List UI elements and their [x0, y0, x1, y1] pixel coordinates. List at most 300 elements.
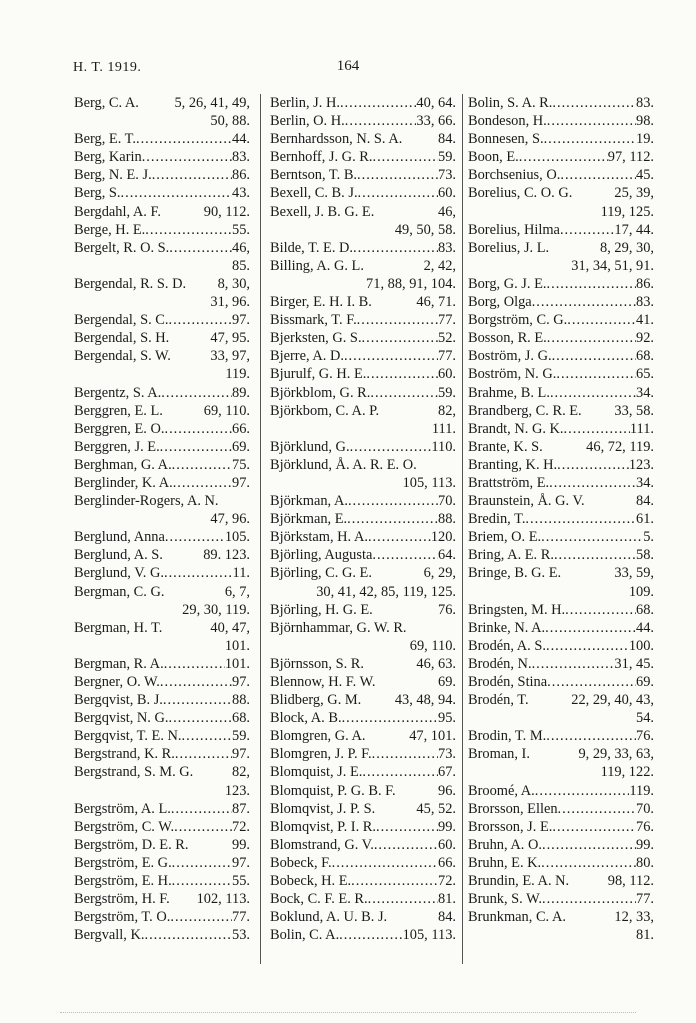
- index-entry: [468, 148, 654, 166]
- entry-name: Boström, N. G.: [468, 366, 557, 383]
- index-entry: [468, 854, 654, 872]
- entry-pages-continued: 119.: [225, 366, 250, 383]
- index-entry: [270, 528, 456, 546]
- leader-dots: [567, 311, 636, 329]
- index-entry: [468, 130, 654, 148]
- entry-pages-continued: 105, 113.: [402, 474, 456, 491]
- leader-dots: [121, 184, 232, 202]
- entry-name: Bexell, J. B. G. E.: [270, 203, 375, 220]
- entry-pages: 2, 42,: [423, 257, 456, 274]
- entry-pages: 34.: [636, 474, 654, 491]
- index-entry: [74, 148, 250, 166]
- entry-pages: 59.: [438, 384, 456, 401]
- entry-pages: 72.: [438, 873, 456, 890]
- entry-pages: 111.: [629, 420, 654, 437]
- leader-dots: [376, 818, 438, 836]
- leader-dots: [152, 166, 232, 184]
- index-entry: [270, 782, 456, 800]
- leader-dots: [168, 709, 232, 727]
- entry-pages: 102, 113.: [196, 891, 250, 908]
- entry-pages: 44.: [232, 131, 250, 148]
- entry-pages: 40, 64.: [416, 95, 456, 111]
- entry-name: Björling, C. G. E.: [270, 565, 372, 582]
- entry-pages: 83.: [636, 294, 654, 311]
- entry-pages: 5.: [643, 529, 654, 546]
- entry-name: Blomgren, J. P. F.: [270, 746, 372, 763]
- entry-name: Brinke, N. A.: [468, 619, 546, 636]
- entry-pages: 86.: [636, 275, 654, 292]
- entry-name: Blennow, H. F. W.: [270, 674, 376, 690]
- entry-name: Birger, E. H. I. B.: [270, 294, 372, 311]
- entry-pages: 76.: [438, 601, 456, 618]
- entry-pages: 80.: [636, 854, 654, 871]
- entry-name: Bergström, E. G.: [74, 854, 172, 871]
- leader-dots: [339, 926, 402, 944]
- entry-pages: 69.: [636, 674, 654, 690]
- index-column-2: [270, 94, 456, 944]
- entry-name: Bexell, C. B. J.: [270, 185, 358, 202]
- entry-name: Björklund, Å. A. R. E. O.: [270, 456, 417, 473]
- index-entry: [468, 800, 654, 818]
- entry-name: Bock, C. F. E. R.: [270, 891, 368, 908]
- leader-dots: [340, 94, 416, 112]
- entry-pages: 100.: [628, 637, 654, 654]
- leader-dots: [160, 438, 232, 456]
- entry-pages: 83.: [232, 149, 250, 166]
- entry-pages: 46, 71.: [416, 294, 456, 311]
- leader-dots: [547, 673, 636, 691]
- entry-pages: 84.: [636, 493, 654, 510]
- entry-name: Bondeson, H.: [468, 113, 547, 130]
- index-entry: [468, 745, 654, 781]
- entry-name: Bergendal, S. H.: [74, 330, 170, 347]
- entry-name: Björnsson, S. R.: [270, 655, 364, 672]
- entry-name: Berg, Karin: [74, 149, 142, 166]
- index-entry: [270, 872, 456, 890]
- index-entry: [270, 293, 456, 311]
- leader-dots: [525, 510, 636, 528]
- entry-name: Bergelt, R. O. S.: [74, 239, 170, 256]
- entry-name: Berntson, T. B.: [270, 167, 358, 184]
- index-entry: [74, 402, 250, 420]
- leader-dots: [145, 221, 232, 239]
- index-entry: [468, 528, 654, 546]
- entry-name: Bjurulf, G. H. E.: [270, 366, 367, 383]
- entry-name: Bergman, C. G.: [74, 583, 165, 600]
- index-entry: [270, 890, 456, 908]
- entry-pages: 70.: [636, 800, 654, 817]
- entry-name: Berge, H. E.: [74, 221, 146, 238]
- entry-pages: 61.: [636, 511, 654, 528]
- index-entry: [270, 166, 456, 184]
- leader-dots: [160, 673, 232, 691]
- index-entry: [74, 221, 250, 239]
- index-entry: [270, 745, 456, 763]
- entry-name: Bobeck, H. E.: [270, 873, 352, 890]
- entry-pages-continued: 119, 125.: [600, 203, 654, 220]
- leader-dots: [164, 564, 233, 582]
- entry-name: Berg, E. T.: [74, 131, 136, 148]
- index-entry: [468, 510, 654, 528]
- index-entry: [270, 257, 456, 293]
- entry-pages: 120.: [430, 529, 456, 546]
- page-header: [0, 60, 696, 82]
- leader-dots: [174, 818, 232, 836]
- page-number: 164: [336, 58, 360, 74]
- index-entry: [468, 474, 654, 492]
- index-entry: [270, 908, 456, 926]
- index-entry: [468, 655, 654, 673]
- entry-pages-continued: 123.: [224, 782, 250, 799]
- entry-pages: 72.: [232, 818, 250, 835]
- entry-pages: 66.: [438, 854, 456, 871]
- index-entry: [74, 420, 250, 438]
- index-entry: [468, 601, 654, 619]
- leader-dots: [172, 456, 232, 474]
- entry-pages: 33, 59,: [614, 565, 654, 582]
- index-entry: [74, 908, 250, 926]
- entry-pages: 65.: [636, 366, 654, 383]
- entry-pages: 97, 112.: [607, 149, 654, 166]
- index-entry: [468, 619, 654, 637]
- entry-pages: 43.: [232, 185, 250, 202]
- leader-dots: [541, 854, 636, 872]
- column-divider: [462, 94, 463, 964]
- entry-pages-continued: 71, 88, 91, 104.: [366, 275, 456, 292]
- index-entry: [468, 184, 654, 220]
- leader-dots: [372, 148, 438, 166]
- entry-pages: 8, 29, 30,: [600, 239, 654, 256]
- entry-pages: 76.: [636, 818, 654, 835]
- entry-name: Brunkman, C. A.: [468, 909, 566, 926]
- leader-dots: [358, 184, 438, 202]
- entry-name: Bilde, T. E. D.: [270, 239, 354, 256]
- index-entry: [74, 384, 250, 402]
- entry-pages: 12, 33,: [614, 909, 654, 926]
- index-entry: [468, 438, 654, 456]
- entry-name: Bergman, H. T.: [74, 619, 163, 636]
- index-entry: [74, 691, 250, 709]
- entry-pages: 110.: [431, 438, 456, 455]
- leader-dots: [164, 420, 232, 438]
- entry-pages-continued: 30, 41, 42, 85, 119, 125.: [316, 583, 456, 600]
- leader-dots: [182, 727, 232, 745]
- index-entry: [74, 745, 250, 763]
- index-entry: [74, 583, 250, 619]
- entry-pages: 58.: [636, 547, 654, 564]
- leader-dots: [549, 474, 636, 492]
- entry-name: Berglinder-Rogers, A. N.: [74, 493, 219, 510]
- entry-pages: 83.: [438, 239, 456, 256]
- index-entry: [270, 673, 456, 691]
- leader-dots: [366, 365, 438, 383]
- entry-pages: 89.: [232, 384, 250, 401]
- index-entry: [270, 854, 456, 872]
- leader-dots: [170, 908, 232, 926]
- entry-name: Bernhardsson, N. S. A.: [270, 131, 403, 148]
- leader-dots: [560, 166, 636, 184]
- entry-name: Berg, N. E. J.: [74, 167, 152, 184]
- index-entry: [74, 347, 250, 383]
- entry-name: Berglund, A. S.: [74, 547, 163, 564]
- entry-name: Boon, E.: [468, 149, 519, 166]
- entry-pages: 9, 29, 33, 63,: [578, 746, 654, 763]
- entry-name: Bergström, A. L.: [74, 800, 171, 817]
- entry-name: Bringsten, M. H.: [468, 601, 566, 618]
- leader-dots: [144, 926, 232, 944]
- entry-pages: 55.: [232, 873, 250, 890]
- entry-name: Björkstam, H. A.: [270, 529, 368, 546]
- index-entry: [74, 619, 250, 655]
- entry-pages: 11.: [232, 565, 250, 582]
- entry-pages: 33, 66.: [416, 113, 456, 130]
- entry-name: Berggren, E. O.: [74, 420, 165, 437]
- leader-dots: [165, 528, 225, 546]
- entry-name: Borgström, C. G.: [468, 312, 568, 329]
- running-head: H. T. 1919.: [73, 60, 142, 75]
- entry-name: Borg, G. J. E.: [468, 275, 547, 292]
- index-entry: [270, 402, 456, 438]
- index-entry: [270, 329, 456, 347]
- index-entry: [270, 691, 456, 709]
- leader-dots: [558, 800, 636, 818]
- entry-pages-continued: 50, 88.: [210, 113, 250, 130]
- entry-pages-continued: 81.: [636, 927, 654, 944]
- page-bottom-edge: [60, 1012, 636, 1013]
- index-entry: [468, 239, 654, 275]
- entry-name: Blidberg, G. M.: [270, 692, 362, 709]
- index-entry: [74, 492, 250, 528]
- leader-dots: [546, 637, 629, 655]
- entry-name: Bredin, T.: [468, 511, 526, 528]
- entry-pages: 89. 123.: [203, 547, 250, 564]
- leader-dots: [547, 112, 636, 130]
- index-entry: [74, 184, 250, 202]
- index-entry: [468, 673, 654, 691]
- index-entry: [74, 872, 250, 890]
- entry-name: Brorsson, Ellen: [468, 800, 558, 817]
- entry-name: Bergström, D. E. R.: [74, 836, 189, 853]
- entry-pages: 22, 29, 40, 43,: [571, 692, 654, 709]
- entry-pages: 59.: [438, 149, 456, 166]
- entry-pages: 47, 95.: [210, 330, 250, 347]
- entry-pages: 77.: [438, 312, 456, 329]
- leader-dots: [344, 347, 438, 365]
- entry-pages: 25, 39,: [614, 185, 654, 202]
- entry-name: Brodén, Stina: [468, 674, 548, 690]
- index-entry: [270, 655, 456, 673]
- entry-pages: 34.: [636, 384, 654, 401]
- index-entry: [270, 510, 456, 528]
- index-entry: [468, 546, 654, 564]
- leader-dots: [552, 818, 636, 836]
- entry-name: Bjerre, A. D.: [270, 348, 344, 365]
- index-entry: [468, 275, 654, 293]
- entry-name: Bosson, R. E.: [468, 330, 547, 347]
- index-entry: [270, 438, 456, 456]
- entry-name: Brodén, N.: [468, 655, 532, 672]
- index-entry: [468, 492, 654, 510]
- entry-pages: 90, 112.: [203, 203, 250, 220]
- entry-pages-continued: 29, 30, 119.: [182, 601, 250, 618]
- index-entry: [74, 130, 250, 148]
- entry-name: Bernhoff, J. G. R.: [270, 149, 373, 166]
- leader-dots: [342, 709, 438, 727]
- entry-pages: 47, 101.: [409, 728, 456, 745]
- entry-name: Bergqvist, B. J.: [74, 692, 163, 709]
- index-entry: [270, 800, 456, 818]
- entry-name: Brorsson, J. E.: [468, 818, 553, 835]
- entry-pages-continued: 85.: [232, 257, 250, 274]
- index-entry: [74, 854, 250, 872]
- entry-pages: 99.: [438, 818, 456, 835]
- entry-name: Brante, K. S.: [468, 438, 543, 455]
- entry-name: Berggren, E. L.: [74, 402, 163, 419]
- entry-name: Bruhn, A. O.: [468, 836, 542, 853]
- index-entry: [468, 329, 654, 347]
- entry-pages: 69, 110.: [203, 402, 250, 419]
- index-entry: [74, 94, 250, 130]
- index-entry: [468, 166, 654, 184]
- entry-pages: 84.: [438, 909, 456, 926]
- entry-pages: 6, 7,: [224, 583, 250, 600]
- leader-dots: [345, 112, 417, 130]
- entry-name: Brandberg, C. R. E.: [468, 402, 582, 419]
- entry-pages: 33, 58.: [614, 402, 654, 419]
- index-entry: [74, 546, 250, 564]
- entry-name: Brodin, T. M.: [468, 728, 547, 745]
- entry-name: Bergentz, S. A.: [74, 384, 162, 401]
- entry-pages: 97.: [232, 746, 250, 763]
- leader-dots: [547, 275, 637, 293]
- entry-pages-continued: 31, 96.: [210, 294, 250, 311]
- entry-pages: 105, 113.: [402, 927, 456, 944]
- leader-dots: [142, 148, 232, 166]
- entry-pages: 60.: [438, 185, 456, 202]
- entry-name: Berglund, V. G.: [74, 565, 164, 582]
- entry-name: Brahme, B. L.: [468, 384, 550, 401]
- entry-name: Björnhammar, G. W. R.: [270, 619, 407, 636]
- entry-pages: 101.: [224, 655, 250, 672]
- leader-dots: [163, 691, 232, 709]
- leader-dots: [372, 745, 438, 763]
- entry-pages-continued: 69, 110.: [409, 637, 456, 654]
- entry-pages: 73.: [438, 746, 456, 763]
- leader-dots: [552, 94, 636, 112]
- index-entry: [74, 438, 250, 456]
- entry-name: Borelius, J. L.: [468, 239, 550, 256]
- index-entry: [468, 293, 654, 311]
- index-entry: [468, 637, 654, 655]
- index-entry: [468, 221, 654, 239]
- index-entry: [74, 166, 250, 184]
- index-entry: [270, 763, 456, 781]
- entry-pages: 8, 30,: [217, 275, 250, 292]
- entry-pages: 83.: [636, 95, 654, 111]
- index-entry: [270, 727, 456, 745]
- entry-name: Bruhn, E. K.: [468, 854, 542, 871]
- index-entry: [270, 564, 456, 600]
- index-entry: [74, 655, 250, 673]
- entry-name: Bergqvist, T. E. N.: [74, 728, 182, 745]
- leader-dots: [541, 528, 643, 546]
- entry-name: Bergström, T. O.: [74, 909, 171, 926]
- entry-name: Bergendal, R. S. D.: [74, 275, 187, 292]
- leader-dots: [173, 474, 232, 492]
- index-entry: [468, 818, 654, 836]
- leader-dots: [357, 166, 438, 184]
- entry-name: Bergendal, S. C.: [74, 312, 169, 329]
- index-entry: [270, 148, 456, 166]
- entry-name: Billing, A. G. L.: [270, 257, 364, 274]
- leader-dots: [161, 384, 232, 402]
- entry-name: Branting, K. H.: [468, 456, 558, 473]
- entry-name: Broomé, A.: [468, 782, 535, 799]
- entry-pages: 60.: [438, 836, 456, 853]
- index-entry: [74, 239, 250, 275]
- entry-pages: 97.: [232, 854, 250, 871]
- index-entry: [74, 564, 250, 582]
- leader-dots: [350, 438, 432, 456]
- leader-dots: [368, 890, 438, 908]
- leader-dots: [532, 293, 636, 311]
- leader-dots: [546, 727, 636, 745]
- entry-name: Björling, Augusta: [270, 547, 373, 564]
- entry-name: Bolin, C. A.: [270, 927, 340, 944]
- entry-pages: 64.: [438, 547, 456, 564]
- index-entry: [74, 474, 250, 492]
- index-entry: [270, 94, 456, 112]
- entry-name: Berghman, G. A.: [74, 456, 172, 473]
- leader-dots: [172, 872, 232, 890]
- leader-dots: [348, 492, 438, 510]
- leader-dots: [535, 782, 630, 800]
- index-entry: [270, 818, 456, 836]
- leader-dots: [565, 601, 636, 619]
- entry-pages: 19.: [636, 131, 654, 148]
- entry-pages: 69.: [438, 674, 456, 690]
- entry-name: Berg, S.: [74, 185, 121, 202]
- index-entry: [74, 800, 250, 818]
- index-entry: [270, 184, 456, 202]
- leader-dots: [168, 311, 232, 329]
- entry-pages: 96.: [438, 782, 456, 799]
- entry-pages: 77.: [232, 909, 250, 926]
- column-divider: [260, 94, 261, 964]
- entry-pages: 53.: [232, 927, 250, 944]
- entry-pages: 105.: [224, 529, 250, 546]
- entry-name: Bolin, S. A. R.: [468, 95, 553, 111]
- entry-pages: 55.: [232, 221, 250, 238]
- entry-pages: 46, 63.: [416, 655, 456, 672]
- entry-name: Björkman, A.: [270, 493, 348, 510]
- entry-name: Berglund, Anna: [74, 529, 165, 546]
- entry-name: Berg, C. A.: [74, 95, 139, 111]
- entry-name: Bissmark, T. F.: [270, 312, 357, 329]
- entry-pages: 97.: [232, 474, 250, 491]
- leader-dots: [175, 745, 232, 763]
- entry-name: Borg, Olga: [468, 294, 532, 311]
- entry-pages: 46, 72, 119.: [586, 438, 654, 455]
- leader-dots: [532, 655, 615, 673]
- entry-pages: 84.: [438, 131, 456, 148]
- index-entry: [74, 329, 250, 347]
- entry-pages: 46,: [232, 239, 250, 256]
- entry-pages: 98, 112.: [607, 873, 654, 890]
- entry-name: Bergendal, S. W.: [74, 348, 171, 365]
- entry-name: Boklund, A. U. B. J.: [270, 909, 388, 926]
- entry-name: Berglinder, K. A.: [74, 474, 173, 491]
